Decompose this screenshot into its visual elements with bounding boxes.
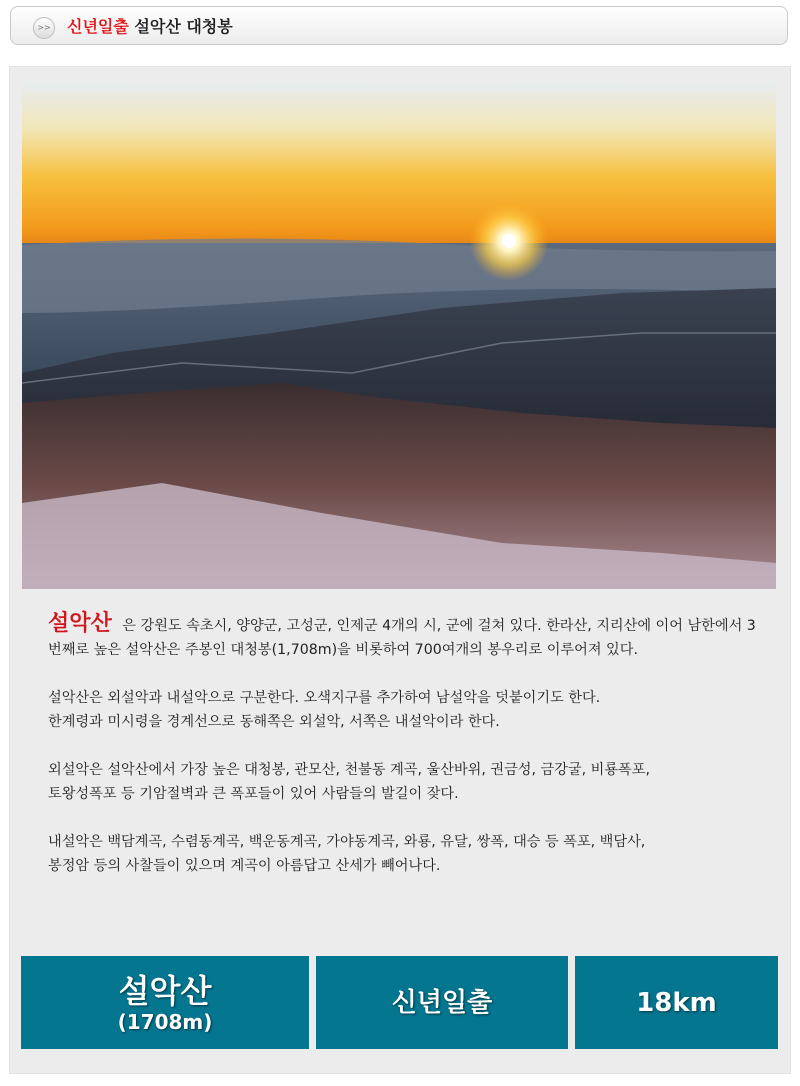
title-accent: 신년일출 xyxy=(67,17,129,36)
stat-mountain xyxy=(21,956,309,1049)
description-paragraph-3 xyxy=(48,758,760,806)
description-line: 외설악은 설악산에서 가장 높은 대청봉, 관모산, 천불동 계곡, 울산바위, 권금성, 금강굴, 비룡폭포, xyxy=(48,762,650,778)
stat-mountain-name: 설악산 xyxy=(118,971,212,1010)
page-title xyxy=(67,7,233,46)
description-line: 토왕성폭포 등 기암절벽과 큰 폭포들이 있어 사람들의 발길이 잦다. xyxy=(48,786,459,802)
stat-distance xyxy=(575,956,778,1049)
stat-mountain-height: (1708m) xyxy=(117,1009,213,1034)
description xyxy=(48,612,760,902)
description-line: 봉정암 등의 사찰들이 있으며 계곡이 아름답고 산세가 빼어나다. xyxy=(48,858,441,874)
mountain-name-highlight: 설악산 xyxy=(48,611,112,636)
stat-event-label: 신년일출 xyxy=(391,987,493,1018)
description-line: 내설악은 백담계곡, 수렴동계곡, 백운동계곡, 가야동계곡, 와룡, 유달, 쌍폭, 대승 등 폭포, 백담사, xyxy=(48,834,646,850)
description-paragraph-2 xyxy=(48,686,760,734)
description-paragraph-1 xyxy=(48,612,760,662)
page-header xyxy=(10,6,788,45)
stat-event xyxy=(316,956,568,1049)
title-text: 설악산 대청봉 xyxy=(134,17,233,36)
stat-distance-value: 18km xyxy=(636,987,717,1018)
sunrise-photo xyxy=(22,83,776,589)
description-line: 한계령과 미시령을 경계선으로 동해쪽은 외설악, 서쪽은 내설악이라 한다. xyxy=(48,714,500,730)
description-line: 설악산은 외설악과 내설악으로 구분한다. 오색지구를 추가하여 남설악을 덧붙이기도 한다. xyxy=(48,690,601,706)
double-chevron-icon: >> xyxy=(33,17,55,39)
description-paragraph-4 xyxy=(48,830,760,878)
description-text-1: 은 강원도 속초시, 양양군, 고성군, 인제군 4개의 시, 군에 걸쳐 있다. 한라산, 지리산에 이어 남한에서 3번째로 높은 설악산은 주봉인 대청봉(1,708m)을 비롯하여 700여개의 봉우리로 이루어져 있다. xyxy=(48,618,756,658)
